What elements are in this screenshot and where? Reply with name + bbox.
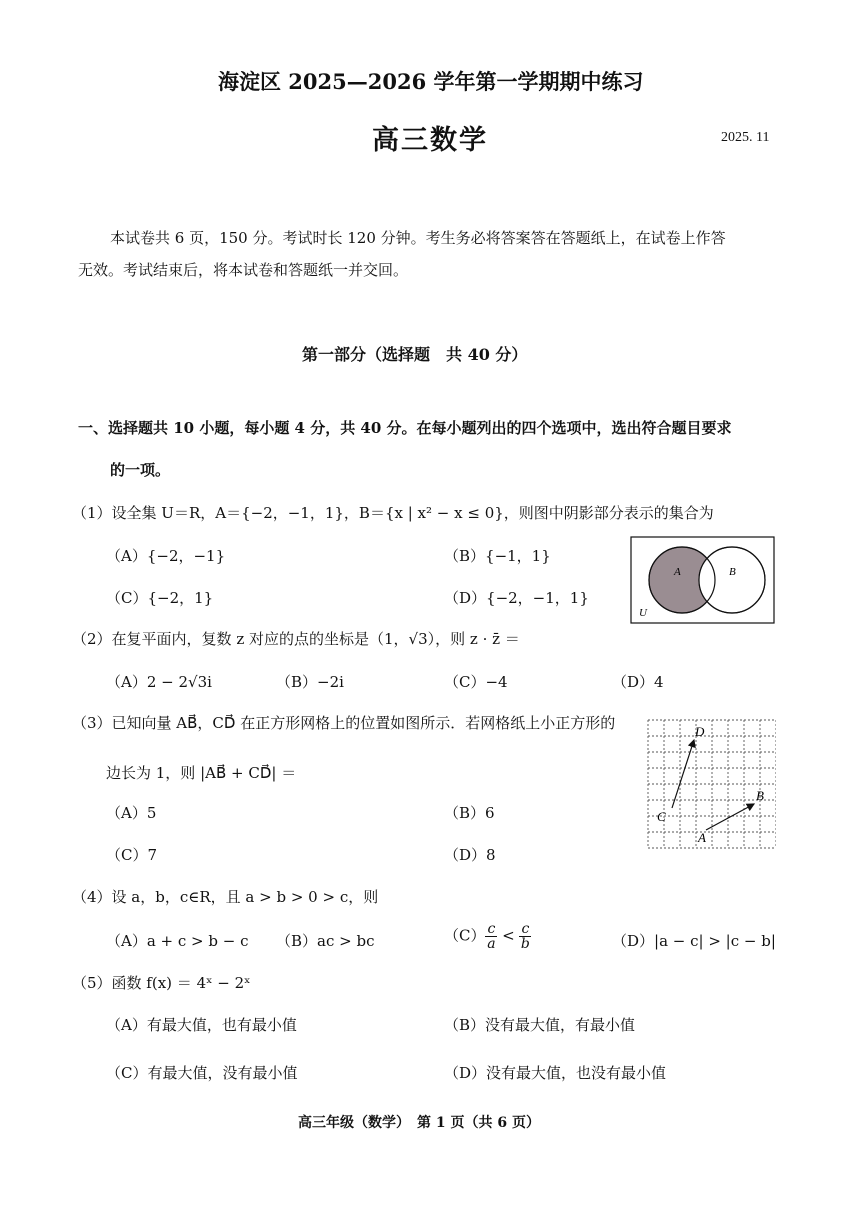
fraction-numerator: c xyxy=(487,921,496,937)
fraction-denominator: a xyxy=(487,936,496,952)
page-footer: 高三年级（数学） 第 1 页（共 6 页） xyxy=(298,1115,540,1131)
q4-option-d: （D）|a − c| > |c − b| xyxy=(612,932,776,950)
q3-option-b: （B）6 xyxy=(444,804,495,822)
q3-option-d: （D）8 xyxy=(444,846,496,864)
q1-option-b: （B）{−1，1} xyxy=(444,547,551,565)
section-heading-line-1: 一、选择题共 10 小题，每小题 4 分，共 40 分。在每小题列出的四个选项中，选出符合题目要求 xyxy=(78,419,732,437)
q1-option-c: （C）{−2，1} xyxy=(106,589,214,607)
q2-option-a: （A）2 − 2√3i xyxy=(106,673,212,691)
exam-date: 2025. 11 xyxy=(721,130,770,145)
section-heading-line-2: 的一项。 xyxy=(110,461,171,479)
instructions-line-1: 本试卷共 6 页，150 分。考试时长 120 分钟。考生务必将答案答在答题纸上，在试卷上作答 xyxy=(110,229,726,247)
label-b: B xyxy=(756,788,764,803)
vector-cd xyxy=(672,740,694,808)
fraction-denominator: b xyxy=(520,936,530,952)
q2-option-b: （B）−2i xyxy=(276,673,344,691)
q4-option-c xyxy=(444,922,531,951)
q5-option-d: （D）没有最大值，也没有最小值 xyxy=(444,1064,667,1082)
question-3-stem: （3）已知向量 AB⃗，CD⃗ 在正方形网格上的位置如图所示．若网格纸上小正方形的 xyxy=(72,714,616,732)
subject-title: 高三数学 xyxy=(372,125,488,156)
q3-option-a: （A）5 xyxy=(106,804,157,822)
q4-option-a: （A）a + c > b − c xyxy=(106,932,249,950)
q2-option-d: （D）4 xyxy=(612,673,664,691)
label-u: U xyxy=(639,607,647,619)
q1-option-a: （A）{−2，−1} xyxy=(106,547,226,565)
label-b: B xyxy=(729,566,736,578)
fraction-c-over-a xyxy=(485,922,497,951)
question-2-stem: （2）在复平面内，复数 z 对应的点的坐标是（1，√3），则 z · z̄ ＝ xyxy=(72,630,520,648)
q3-option-c: （C）7 xyxy=(106,846,158,864)
part-heading: 第一部分（选择题 共 40 分） xyxy=(302,345,528,364)
instructions-line-2: 无效。考试结束后，将本试卷和答题纸一并交回。 xyxy=(78,261,409,279)
q5-option-a: （A）有最大值，也有最小值 xyxy=(106,1016,297,1034)
exam-title: 海淀区 2025—2026 学年第一学期期中练习 xyxy=(218,69,644,94)
question-4-stem: （4）设 a，b，c∈R，且 a > b > 0 > c，则 xyxy=(72,888,379,906)
q5-option-b: （B）没有最大值，有最小值 xyxy=(444,1016,636,1034)
fraction-numerator: c xyxy=(521,921,530,937)
vector-grid-figure xyxy=(646,718,776,856)
fraction-c-over-b xyxy=(519,922,531,951)
venn-diagram xyxy=(630,536,775,624)
label-c: C xyxy=(657,809,666,824)
q4-option-b: （B）ac > bc xyxy=(276,932,375,950)
question-1-stem: （1）设全集 U＝R，A＝{−2，−1，1}，B＝{x | x² − x ≤ 0}，则图中阴影部分表示的集合为 xyxy=(72,504,714,522)
q2-option-c: （C）−4 xyxy=(444,673,508,691)
q1-option-d: （D）{−2，−1，1} xyxy=(444,589,589,607)
question-5-stem: （5）函数 f(x) ＝ 4ˣ − 2ˣ xyxy=(72,974,251,992)
question-3-stem-2: 边长为 1，则 |AB⃗ + CD⃗| ＝ xyxy=(106,764,297,782)
label-a: A xyxy=(698,830,706,845)
vector-ab xyxy=(706,804,754,830)
q4-option-c-prefix: （C） xyxy=(444,926,486,945)
less-than-sign: < xyxy=(497,926,520,945)
label-d: D xyxy=(695,724,705,739)
q5-option-c: （C）有最大值，没有最小值 xyxy=(106,1064,298,1082)
label-a: A xyxy=(674,566,681,578)
